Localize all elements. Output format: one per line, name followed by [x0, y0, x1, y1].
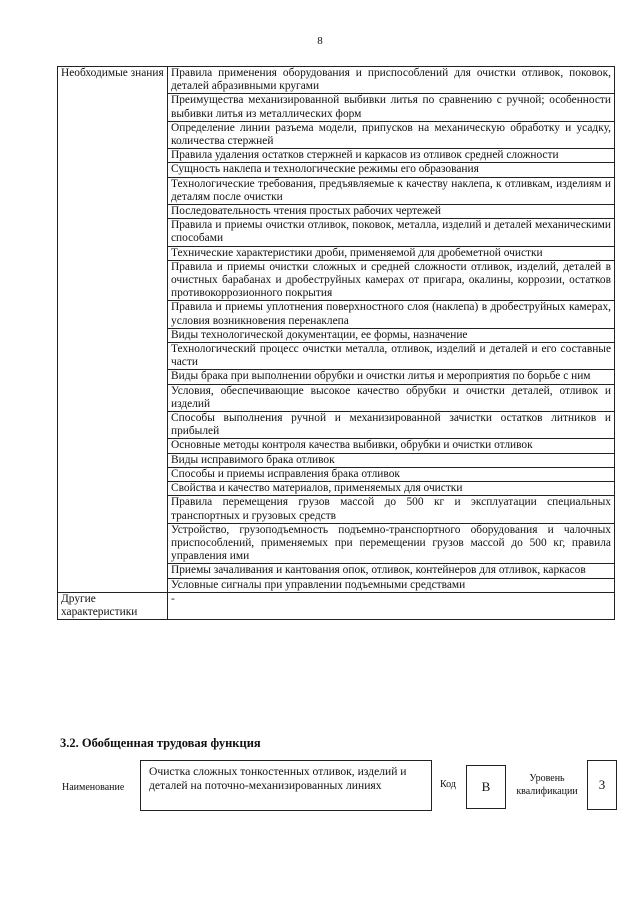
row-label-knowledge: Необходимые знания	[58, 67, 168, 593]
knowledge-item: Правила применения оборудования и приспособлений для очистки отливок, поковок, деталей абразивными кругами	[168, 67, 615, 94]
knowledge-item: Виды брака при выполнении обрубки и очистки литья и мероприятия по борьбе с ним	[168, 370, 615, 384]
other-characteristics-value: -	[168, 592, 615, 619]
knowledge-item: Правила удаления остатков стержней и каркасов из отливок средней сложности	[168, 149, 615, 163]
knowledge-item: Сущность наклепа и технологические режимы его образования	[168, 163, 615, 177]
knowledge-item: Основные методы контроля качества выбивки, обрубки и очистки отливок	[168, 439, 615, 453]
section-title: 3.2. Обобщенная трудовая функция	[60, 736, 261, 750]
code-label: Код	[440, 779, 456, 790]
qualification-level-box: 3	[587, 760, 617, 810]
name-value-box: Очистка сложных тонкостенных отливок, изделий и деталей на поточно-механизированных линиях	[140, 760, 432, 811]
knowledge-item: Условия, обеспечивающие высокое качество обрубки и очистки деталей, отливок и изделий	[168, 384, 615, 411]
knowledge-item: Правила перемещения грузов массой до 500 кг и эксплуатации специальных транспортных и грузовых средств	[168, 496, 615, 523]
code-value-box: B	[466, 765, 506, 809]
knowledge-item: Преимущества механизированной выбивки литья по сравнению с ручной; особенности выбивки литья из металлических форм	[168, 94, 615, 121]
knowledge-table	[57, 66, 615, 620]
knowledge-item: Виды исправимого брака отливок	[168, 453, 615, 467]
knowledge-item: Правила и приемы очистки сложных и средней сложности отливок, изделий, деталей в очистных барабанах и дробеструйных камерах от пригара, окалины, коррозии, остатков противокоррозионного покрытия	[168, 260, 615, 301]
knowledge-item: Устройство, грузоподъемность подъемно-транспортного оборудования и чалочных приспособлений, применяемых при перемещении грузов массой до 500 кг, правила управления ими	[168, 523, 615, 564]
row-label-other: Другие характеристики	[58, 592, 168, 619]
knowledge-item: Приемы зачаливания и кантования опок, отливок, контейнеров для отливок, каркасов	[168, 564, 615, 578]
knowledge-item: Технологические требования, предъявляемые к качеству наклепа, к отливкам, изделиям и деталям после очистки	[168, 177, 615, 204]
qualification-level-label: Уровень квалификации	[516, 773, 578, 797]
knowledge-item: Определение линии разъема модели, припусков на механическую обработку и усадку, количества стержней	[168, 121, 615, 148]
knowledge-item: Технические характеристики дроби, применяемой для дробеметной очистки	[168, 246, 615, 260]
table-row	[58, 67, 615, 94]
knowledge-item: Способы и приемы исправления брака отливок	[168, 467, 615, 481]
knowledge-item: Способы выполнения ручной и механизированной зачистки остатков литников и прибылей	[168, 412, 615, 439]
page-number: 8	[317, 35, 323, 47]
name-label: Наименование	[62, 782, 125, 793]
knowledge-item: Свойства и качество материалов, применяемых для очистки	[168, 482, 615, 496]
knowledge-table-body	[58, 67, 615, 620]
knowledge-item: Технологический процесс очистки металла, отливок, изделий и деталей и его составные части	[168, 343, 615, 370]
knowledge-item: Правила и приемы очистки отливок, поковок, металла, изделий и деталей механическими способами	[168, 219, 615, 246]
table-row	[58, 592, 615, 619]
knowledge-item: Виды технологической документации, ее формы, назначение	[168, 328, 615, 342]
knowledge-item: Правила и приемы уплотнения поверхностного слоя (наклепа) в дробеструйных камерах, условия возникновения перенаклепа	[168, 301, 615, 328]
knowledge-item: Последовательность чтения простых рабочих чертежей	[168, 205, 615, 219]
knowledge-item: Условные сигналы при управлении подъемными средствами	[168, 578, 615, 592]
